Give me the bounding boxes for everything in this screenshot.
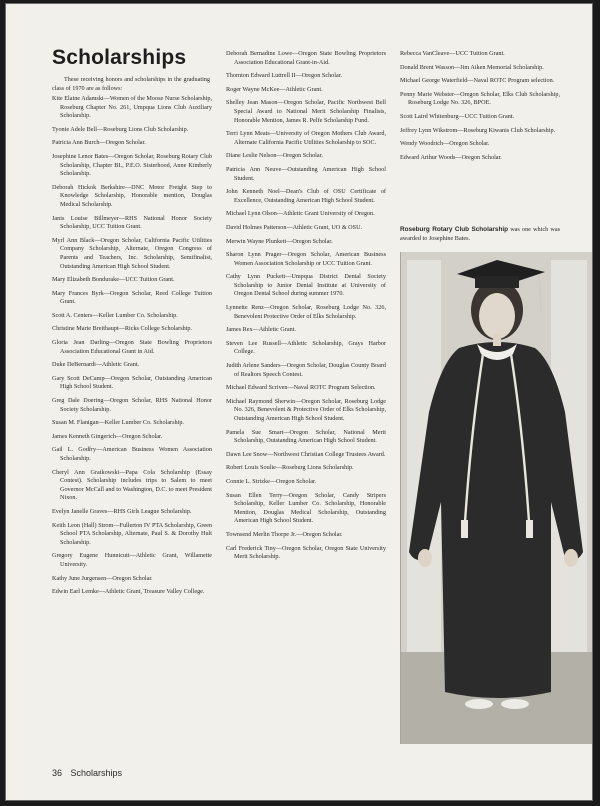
scholarship-entry: Michael George Waterfield—Naval ROTC Program selection. [400, 77, 555, 85]
scholarship-entry: Gail L. Godfry—American Business Women Association Scholarship. [52, 446, 212, 462]
scholarship-entry: Carl Frederick Tiny—Oregon Scholar, Oregon State University Merit Scholarship. [226, 544, 386, 561]
scholarship-entry: David Holmes Patterson—Athletic Grant, UO & OSU. [226, 223, 363, 231]
scholarship-list [226, 50, 386, 567]
page-title: Scholarships [52, 46, 187, 69]
scholarship-entry: Pamela Sue Smart—Oregon Scholar, National Merit Scholarship, Outstanding American High School Student. [226, 428, 386, 445]
scholarship-entry: Jeffrey Lynn Wikstrom—Roseburg Kiwanis Club Scholarship. [400, 126, 556, 134]
scholarship-entry: Janis Louise Billmeyer—RHS National Honor Society Scholarship, UCC Tuition Grant. [52, 214, 212, 231]
scholarship-entry: Penny Marie Webster—Oregon Scholar, Elks Club Scholarship, Roseburg Lodge No. 326, BPOE. [400, 90, 560, 107]
scholarship-entry: Connie L. Strizke—Oregon Scholar. [226, 477, 317, 485]
scholarship-entry: Michael Raymond Sherwin—Oregon Scholar, Roseburg Lodge No. 326, Benevolent & Protective Order of Elks Scholarship, Outstanding American High School Student. [226, 397, 386, 422]
scholarship-entry: Tyonie Adele Bell—Roseburg Lions Club Scholarship. [52, 125, 189, 133]
scholarship-entry: Sharon Lynn Prager—Oregon Scholar, American Business Women Association Scholarship or UCC Tuition Grant. [226, 251, 386, 267]
scholarship-entry: Edwin Earl Lemke—Athletic Grant, Treasure Valley College. [52, 588, 205, 596]
scholarship-entry: John Kenneth Noel—Dean's Club of OSU Certificate of Excellence, Outstanding American High School Student. [226, 188, 386, 204]
scholarship-entry: Merwin Wayne Plunkett—Oregon Scholar. [226, 237, 333, 245]
scholarship-entry: Susan Ellen Terry—Oregon Scholar, Candy Stripers Scholarship, Keller Lumber Co. Scholarship, Honorable Mention, Douglas Medical Scholarship, Outstanding American High School Student. [226, 491, 386, 525]
scholarship-entry: Scott Laird Whitenburg—UCC Tuition Grant. [400, 112, 515, 120]
scholarship-entry: Cheryl Ann Gratkowski—Papa Cola Scholarship (Essay Contest). Scholarship includes trips to Salem to meet Governor McCall and to Washington, D.C. to meet President Nixon. [52, 468, 212, 502]
scholarship-entry: Terri Lynn Meats—University of Oregon Mothers Club Award, Alternate California Pacific Utilities Scholarship to SOC. [226, 130, 386, 146]
intro-paragraph: These receiving honors and scholarships in the graduating class of 1970 are as follows: [52, 76, 210, 92]
scholarship-entry: Greg Dale Doering—Oregon Scholar, RHS National Honor Society Scholarship. [52, 397, 212, 413]
scholarship-entry: Keith Leon (Hall) Strom—Fullerton IV PTA Scholarship, Green School PTA Scholarship, Alternate, Paul S. & Dorothy Hult Scholarship. [52, 521, 212, 546]
page-number: 36 [52, 768, 63, 778]
scholarship-entry: Dawn Lee Snow—Northwest Christian College Trustees Award. [226, 450, 386, 458]
scholarship-entry: Patricia Ann Neuve—Outstanding American High School Student. [226, 165, 386, 182]
caption-block [400, 226, 560, 243]
scholarship-entry: Michael Edward Scriven—Naval ROTC Program Selection. [226, 384, 376, 392]
scholarship-entry: Donald Brent Wasson—Jim Aiken Memorial Scholarship. [400, 63, 544, 71]
scholarship-entry: Josephine Lenor Bates—Oregon Scholar, Roseburg Rotary Club Scholarship, Chapter BL, P.E.O. Sisterhood, Anne Kimberly Scholarship. [52, 152, 212, 178]
scholarship-entry: Judith Arlene Sanders—Oregon Scholar, Douglas County Board of Realtors Speech Contest. [226, 362, 386, 378]
scholarship-entry: Evelyn Janelle Graves—RHS Girls League Scholarship. [52, 507, 192, 515]
page-footer [52, 768, 122, 778]
scholarship-entry: Susan M. Flanigan—Keller Lumber Co. Scholarship. [52, 419, 184, 427]
caption-bold: Roseburg Rotary Club Scholarship [400, 226, 509, 233]
scholarship-list [52, 95, 212, 602]
scholarship-entry: Gregory Eugene Hunnicutt—Athletic Grant, Willamette University. [52, 552, 212, 568]
scholarship-entry: Thornton Edward Luttrell II—Oregon Scholar. [226, 72, 342, 80]
scholarship-entry: Patricia Ann Burch—Oregon Scholar. [52, 139, 146, 147]
scholarship-entry: Diane Leslie Nelson—Oregon Scholar. [226, 152, 323, 160]
caption-rest: was one which was awarded to Josephine Bates. [400, 226, 560, 242]
scholarship-entry: James Kenneth Gingerich—Oregon Scholar. [52, 432, 163, 440]
yearbook-page [6, 4, 592, 800]
scholarship-entry: Robert Louis Soulie—Roseburg Lions Scholarship. [226, 464, 354, 472]
footer-section: Scholarships [70, 768, 123, 778]
scholarship-entry: Wendy Woodrich—Oregon Scholar. [400, 140, 490, 148]
scholarship-entry: Michael Lynn Olson—Athletic Grant University of Oregon. [226, 210, 375, 218]
scholarship-entry: Christine Marie Breithaupt—Ricks College Scholarship. [52, 325, 193, 333]
graduate-photo-icon [401, 252, 592, 744]
scholarship-entry: Roger Wayne McKee—Athletic Grant. [226, 85, 323, 93]
scholarship-entry: Cathy Lynn Puckett—Umpqua District Dental Society Scholarship to Junior Dental Institute at University of Oregon Dental School during summer 1970. [226, 273, 386, 298]
scholarship-entry: Deborah Hickok Berkshire—DNC Motor Freight Step to Knowledge Scholarship, Honorable mention, Douglas Medical Scholarship. [52, 183, 212, 208]
scholarship-entry: Deborah Bernadine Lowe—Oregon State Bowling Proprietors Association Educational Grant-in-Aid. [226, 50, 386, 66]
scholarship-entry: Kathy June Jurgensen—Oregon Scholar. [52, 574, 153, 582]
scholarship-entry: Rebecca VanCleave—UCC Tuition Grant. [400, 50, 505, 57]
scholarship-entry: Mary Frances Byrk—Oregon Scholar, Reed College Tuition Grant. [52, 289, 212, 306]
graduate-photo [400, 252, 592, 744]
scholarship-entry: James Rex—Athletic Grant. [226, 326, 296, 334]
scholarship-entry: Steven Lee Russell—Athletic Scholarship, Grays Harbor College. [226, 339, 386, 356]
scholarship-entry: Edward Arthur Woods—Oregon Scholar. [400, 153, 502, 161]
scholarship-entry: Kite Elaine Adamski—Women of the Moose Nurse Scholarship, Roseburg Chapter No. 261, Umpqua Lions Club Auxiliary Scholarship. [52, 95, 212, 120]
scholarship-entry: Scott A. Centers—Keller Lumber Co. Scholarship. [52, 311, 178, 319]
scholarship-entry: Gary Scott DeCamp—Oregon Scholar, Outstanding American High School Student. [52, 374, 212, 391]
photo-caption [400, 226, 560, 243]
scholarship-entry: Gloria Jean Darling—Oregon State Bowling Proprietors Association Educational Grant in Aid. [52, 339, 212, 355]
scholarship-entry: Mary Elizabeth Bondurake—UCC Tuition Grant. [52, 276, 175, 284]
scholarship-entry: Myrl Ann Black—Oregon Scholar, California Pacific Utilities Company Scholarship, Alternate, Oregon Congress of Parents and Teachers, Inc. Scholarship, Semifinalist, Outstanding American High School Student. [52, 236, 212, 270]
scholarship-entry: Townsend Merlin Thorpe Jr.—Oregon Scholar. [226, 530, 343, 538]
scholarship-list [400, 50, 560, 167]
scholarship-entry: Lynnette Renz—Oregon Scholar, Roseburg Lodge No. 326, Benevolent Protective Order of Elks Scholarship. [226, 304, 386, 320]
scholarship-entry: Shelley Jean Mason—Oregon Scholar, Pacific Northwest Bell Special Award to National Merit Scholarship Finalists, Honorable Mention, James R. Pelfe Scholarship Fund. [226, 99, 386, 124]
scholarship-entry: Duke DeBernardi—Athletic Grant. [52, 361, 140, 369]
